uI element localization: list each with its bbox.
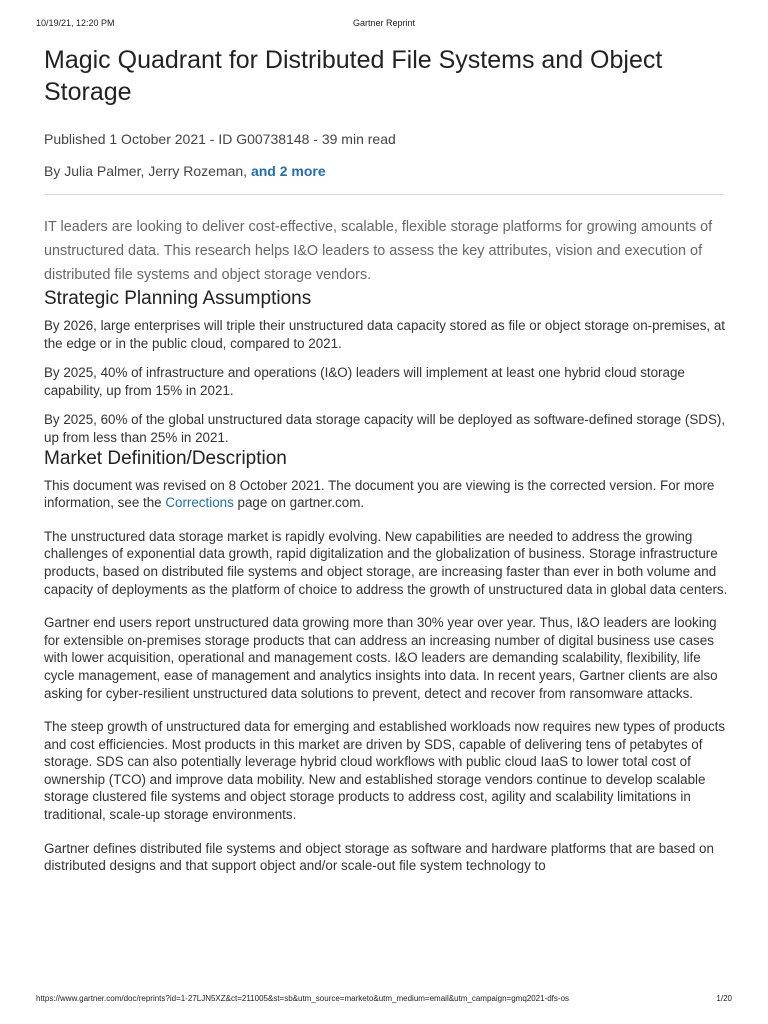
more-authors-link[interactable]: and 2 more: [250, 163, 326, 179]
document-summary: IT leaders are looking to deliver cost-effective, scalable, flexible storage platforms for growing amounts of unstructured data. This research helps I&O leaders to assess the key attributes, vision and execution of distributed file systems and object storage vendors.: [44, 219, 713, 283]
assumption-paragraph: By 2026, large enterprises will triple their unstructured data capacity stored as file or object storage on-premises, at the edge or in the public cloud, compared to 2021.: [44, 318, 726, 351]
document-title: Magic Quadrant for Distributed File Systems and Object Storage: [44, 46, 663, 106]
document-content: [44, 44, 728, 875]
publication-meta: Published 1 October 2021 - ID G00738148 - 39 min read: [44, 131, 396, 147]
print-footer: [36, 994, 732, 1006]
page-number: 1/20: [716, 994, 732, 1003]
print-datetime: 10/19/21, 12:20 PM: [36, 18, 115, 28]
market-paragraph: Gartner defines distributed file systems and object storage as software and hardware platforms that are based on distributed designs and that support object and/or scale-out file system technology to: [44, 840, 714, 874]
market-paragraph: The steep growth of unstructured data for emerging and established workloads now requires new types of products and cost efficiencies. Most products in this market are driven by SDS, capable of delivering tens of petabytes of storage. SDS can also potentially leverage hybrid cloud workflows with public cloud IaaS to lower total cost of ownership (TCO) and improve data mobility. New and established storage vendors continue to develop scalable storage clustered file systems and object storage products to address cost, agility and scalability limitations in traditional, scale-up storage environments.: [44, 719, 726, 823]
assumption-paragraph: By 2025, 40% of infrastructure and operations (I&O) leaders will implement at least one hybrid cloud storage capability, up from 15% in 2021.: [44, 365, 685, 398]
section-heading-market-definition: Market Definition/Description: [44, 447, 287, 469]
print-header: [36, 18, 732, 30]
market-paragraph: The unstructured data storage market is rapidly evolving. New capabilities are needed to address the growing challenges of exponential data growth, rapid digitalization and the globalization of business. Storage infrastructure products, based on distributed file systems and object storage, are increasing faster than ever in both volume and capacity of deployments as the platform of choice to address the growth of unstructured data in global data centers.: [44, 528, 728, 597]
revision-notice: [44, 477, 728, 512]
corrections-link[interactable]: Corrections: [165, 495, 234, 511]
section-heading-strategic-planning: Strategic Planning Assumptions: [44, 288, 312, 309]
revision-notice-text: This document was revised on 8 October 2021. The document you are viewing is the corrected version. For more information, see the: [44, 477, 715, 511]
print-url: https://www.gartner.com/doc/reprints?id=1-27LJN5XZ&ct=211005&st=sb&utm_source=marketo&utm_medium=email&utm_campaign=gmq2021-dfs-os: [36, 994, 570, 1003]
authors-line: [44, 162, 728, 180]
market-paragraph: Gartner end users report unstructured data growing more than 30% year over year. Thus, I&O leaders are looking for extensible on-premises storage products that can address an increasing number of digital business use cases with lower acquisition, operational and management costs. I&O leaders are demanding scalability, flexibility, life cycle management, ease of management and analytics insights into data. In recent years, Gartner clients are also asking for cyber-resilient unstructured data solutions to prevent, detect and recover from ransomware attacks.: [44, 615, 718, 701]
assumption-paragraph: By 2025, 60% of the global unstructured data storage capacity will be deployed as software-defined storage (SDS), up from less than 25% in 2021.: [44, 412, 726, 445]
revision-notice-suffix: page on gartner.com.: [233, 495, 365, 511]
print-page-title: Gartner Reprint: [352, 18, 416, 28]
header-divider: [44, 194, 724, 195]
authors-names: By Julia Palmer, Jerry Rozeman,: [44, 163, 251, 179]
